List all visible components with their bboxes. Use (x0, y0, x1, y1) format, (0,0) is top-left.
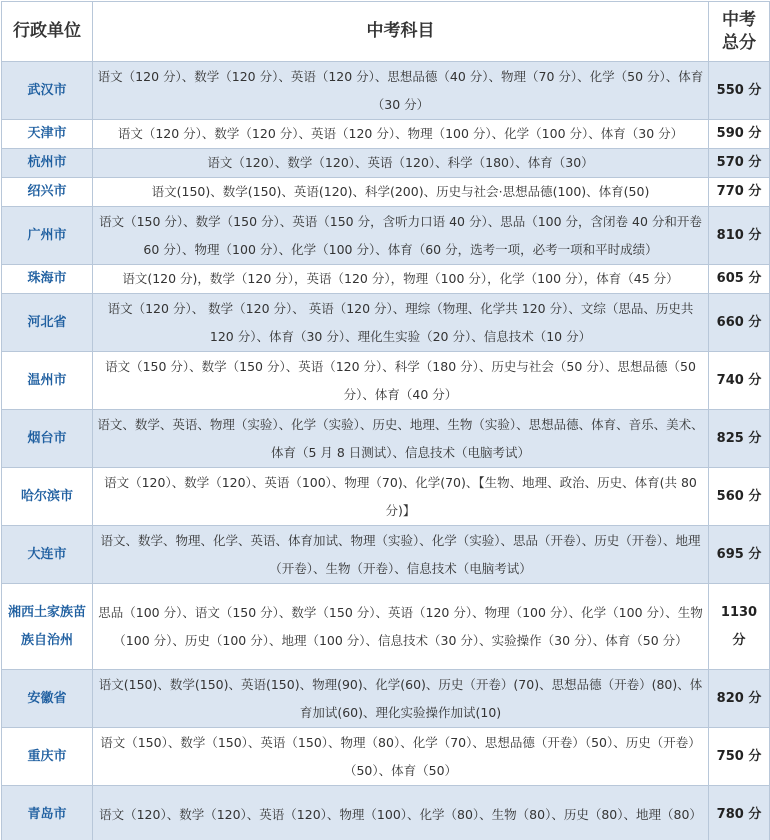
region-cell: 温州市 (2, 352, 93, 410)
table-row (2, 149, 770, 178)
total-cell: 780 分 (709, 786, 770, 840)
region-cell: 安徽省 (2, 670, 93, 728)
subjects-cell: 语文(150)、数学(150)、英语(150)、物理(90)、化学(60)、历史（开卷）(70)、思想品德（开卷）(80)、体育加试(60)、理化实验操作加试(10) (93, 670, 709, 728)
total-cell: 1130 分 (709, 584, 770, 670)
region-cell: 河北省 (2, 294, 93, 352)
total-cell: 560 分 (709, 468, 770, 526)
subjects-cell: 语文（120）、数学（120）、英语（120）、物理（100）、化学（80）、生物（80）、历史（80）、地理（80） (93, 786, 709, 840)
total-cell: 570 分 (709, 149, 770, 178)
total-cell: 695 分 (709, 526, 770, 584)
table-row (2, 526, 770, 584)
subjects-cell: 语文、数学、物理、化学、英语、体育加试、物理（实验）、化学（实验）、思品（开卷）、历史（开卷）、地理（开卷）、生物（开卷）、信息技术（电脑考试） (93, 526, 709, 584)
total-cell: 660 分 (709, 294, 770, 352)
table-row (2, 728, 770, 786)
table-row (2, 410, 770, 468)
table-row (2, 120, 770, 149)
region-cell: 大连市 (2, 526, 93, 584)
subjects-cell: 语文（150）、数学（150）、英语（150）、物理（80）、化学（70）、思想品德（开卷）（50）、历史（开卷）（50）、体育（50） (93, 728, 709, 786)
total-cell: 740 分 (709, 352, 770, 410)
region-cell: 青岛市 (2, 786, 93, 840)
region-cell: 广州市 (2, 207, 93, 265)
region-cell: 武汉市 (2, 62, 93, 120)
table-row (2, 786, 770, 840)
region-cell: 哈尔滨市 (2, 468, 93, 526)
total-cell: 605 分 (709, 265, 770, 294)
region-cell: 烟台市 (2, 410, 93, 468)
region-cell: 天津市 (2, 120, 93, 149)
total-cell: 750 分 (709, 728, 770, 786)
subjects-cell: 语文(120 分)，数学（120 分），英语（120 分），物理（100 分），化学（100 分），体育（45 分） (93, 265, 709, 294)
subjects-cell: 语文（120）、数学（120）、英语（100）、物理（70)、化学(70)、【生物、地理、政治、历史、体育(共 80 分)】 (93, 468, 709, 526)
region-cell: 湘西土家族苗族自治州 (2, 584, 93, 670)
table-row (2, 178, 770, 207)
total-cell: 825 分 (709, 410, 770, 468)
subjects-cell: 语文（120 分）、数学（120 分）、英语（120 分）、物理（100 分）、化学（100 分）、体育（30 分） (93, 120, 709, 149)
header-subjects: 中考科目 (93, 2, 709, 62)
table-row (2, 207, 770, 265)
subjects-cell: 语文（120 分）、 数学（120 分）、 英语（120 分）、理综（物理、化学共 120 分）、文综（思品、历史共 120 分）、体育（30 分）、理化生实验（20 分）、信息技术（10 分） (93, 294, 709, 352)
subjects-cell: 语文（120 分）、数学（120 分）、英语（120 分）、思想品德（40 分）、物理（70 分）、化学（50 分）、体育（30 分） (93, 62, 709, 120)
region-cell: 绍兴市 (2, 178, 93, 207)
table-row (2, 584, 770, 670)
subjects-cell: 语文(150)、数学(150)、英语(120)、科学(200)、历史与社会·思想品德(100)、体育(50) (93, 178, 709, 207)
exam-subjects-table (1, 1, 770, 840)
table-header-row (2, 2, 770, 62)
table-row (2, 352, 770, 410)
table-row (2, 468, 770, 526)
subjects-cell: 语文（120）、数学（120）、英语（120）、科学（180）、体育（30） (93, 149, 709, 178)
subjects-cell: 思品（100 分）、语文（150 分）、数学（150 分）、英语（120 分）、物理（100 分）、化学（100 分）、生物（100 分）、历史（100 分）、地理（100 分）、信息技术（30 分）、实验操作（30 分）、体育（50 分） (93, 584, 709, 670)
header-total: 中考 总分 (709, 2, 770, 62)
region-cell: 重庆市 (2, 728, 93, 786)
subjects-cell: 语文（150 分）、数学（150 分）、英语（120 分）、科学（180 分）、历史与社会（50 分）、思想品德（50 分）、体育（40 分） (93, 352, 709, 410)
total-cell: 820 分 (709, 670, 770, 728)
total-cell: 770 分 (709, 178, 770, 207)
table-row (2, 670, 770, 728)
total-cell: 590 分 (709, 120, 770, 149)
subjects-cell: 语文（150 分）、数学（150 分）、英语（150 分，含听力口语 40 分）、思品（100 分，含闭卷 40 分和开卷 60 分）、物理（100 分）、化学（100 分）、体育（60 分，选考一项，必考一项和平时成绩） (93, 207, 709, 265)
table-row (2, 265, 770, 294)
header-region: 行政单位 (2, 2, 93, 62)
subjects-cell: 语文、数学、英语、物理（实验）、化学（实验）、历史、地理、生物（实验）、思想品德、体育、音乐、美术、体育（5 月 8 日测试）、信息技术（电脑考试） (93, 410, 709, 468)
table-row (2, 294, 770, 352)
region-cell: 杭州市 (2, 149, 93, 178)
total-cell: 550 分 (709, 62, 770, 120)
region-cell: 珠海市 (2, 265, 93, 294)
table-row (2, 62, 770, 120)
total-cell: 810 分 (709, 207, 770, 265)
